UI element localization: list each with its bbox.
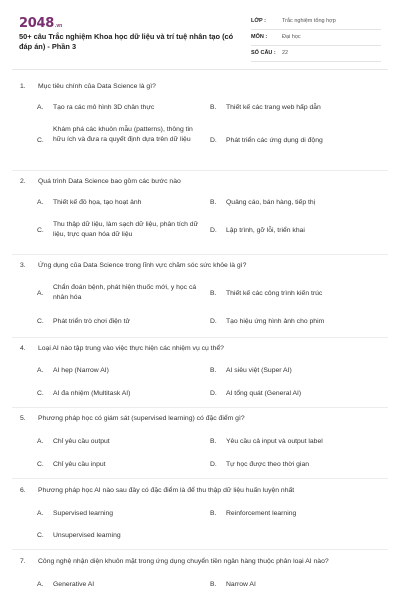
page-header <box>0 0 400 68</box>
meta-key: LỚP : <box>251 18 266 24</box>
meta-value: 22 <box>282 50 289 56</box>
quiz-page: 2048.vn 50+ câu Trắc nghiệm Khoa học dữ liệu và trí tuệ nhân tạo (có đáp án) - Phần 3 LỚP : Trắc nghiệm tổng hợp MÔN : Đại học SỐ CÂU : 22 1. Mục tiêu chính của Data Science là gì? A. Tạo ra các mô hình 3D chân thực B. Thiết kế các trang web hấp dẫn C. Khám phá các khuôn mẫu (patterns), thông tin hữu ích và đưa ra quyết định dựa trên dữ liệu D. Phát triển các ứng dụng di động 2. Quá trình Data Science bao gồm các bước nào A. Thiết kế đồ họa, tạo hoạt ảnh B. Quảng cáo, bán hàng, tiếp thị C. Thu thập dữ liệu, làm sạch dữ liệu, phân tích dữ liệu, trực quan hóa dữ liệu D. Lập trình, gỡ lỗi, triển khai 3. Ứng dụng của Data Science trong lĩnh vực chăm sóc sức khỏe là gì? A. Chẩn đoán bệnh, phát hiện thuốc mới, y học cá nhân hóa B. Thiết kế các công trình kiến trúc C. Phát triển trò chơi điện tử D. Tạo hiệu ứng hình ảnh cho phim 4. Loại AI nào tập trung vào việc thực hiện các nhiệm vụ cụ thể? A. AI hẹp (Narrow AI) B. AI siêu việt (Super AI) C. AI đa nhiệm (Multitask AI) D. AI tổng quát (General AI) 5. Phương pháp học có giám sát (supervised learning) có đặc điểm gì? A. Chỉ yêu cầu output B. Yêu cầu cả input và output label C. Chỉ yêu cầu input D. Tự học được theo thời gian 6. Phương pháp học AI nào sau đây có đặc điểm là để thu thập dữ liệu huấn luyện nhất A. Supervised learning B. Reinforcement learning C. Unsupervised learning 7. Công nghệ nhận diện khuôn mặt trong ứng dụng chuyển tiền ngân hàng thuộc phân loại AI nào? A. Generative AI B. Narrow AI <box>0 0 400 600</box>
meta-box <box>251 16 381 64</box>
header-divider <box>12 69 388 70</box>
meta-row-class <box>251 16 381 30</box>
logo-text: 2048 <box>19 16 54 31</box>
question-text: 4. Loại AI nào tập trung vào việc thực hiện các nhiệm vụ cụ thể? <box>20 345 224 352</box>
meta-key: SỐ CÂU : <box>251 50 276 56</box>
meta-row-count <box>251 48 381 62</box>
brand-logo[interactable] <box>19 14 62 32</box>
question-text: 5. Phương pháp học có giám sát (supervised learning) có đặc điểm gì? <box>20 415 245 422</box>
question-divider <box>12 549 388 550</box>
question-text: 2. Quá trình Data Science bao gồm các bước nào <box>20 178 181 185</box>
question-text: 7. Công nghệ nhận diện khuôn mặt trong ứng dụng chuyển tiền ngân hàng thuộc phân loại AI nào? <box>20 558 329 565</box>
question-text: 1. Mục tiêu chính của Data Science là gì? <box>20 83 156 90</box>
logo-suffix: .vn <box>54 23 63 29</box>
meta-value: Trắc nghiệm tổng hợp <box>282 18 336 24</box>
meta-key: MÔN : <box>251 34 268 40</box>
question-divider <box>12 407 388 408</box>
meta-value: Đại học <box>282 34 301 40</box>
question-divider <box>12 478 388 479</box>
meta-row-subject <box>251 32 381 46</box>
document-title: 50+ câu Trắc nghiệm Khoa học dữ liệu và trí tuệ nhân tạo (có đáp án) - Phần 3 <box>19 32 234 51</box>
question-text: 3. Ứng dụng của Data Science trong lĩnh vực chăm sóc sức khỏe là gì? <box>20 262 247 269</box>
question-divider <box>12 254 388 255</box>
question-text: 6. Phương pháp học AI nào sau đây có đặc điểm là để thu thập dữ liệu huấn luyện nhất <box>20 487 295 494</box>
question-divider <box>12 337 388 338</box>
question-divider <box>12 170 388 171</box>
